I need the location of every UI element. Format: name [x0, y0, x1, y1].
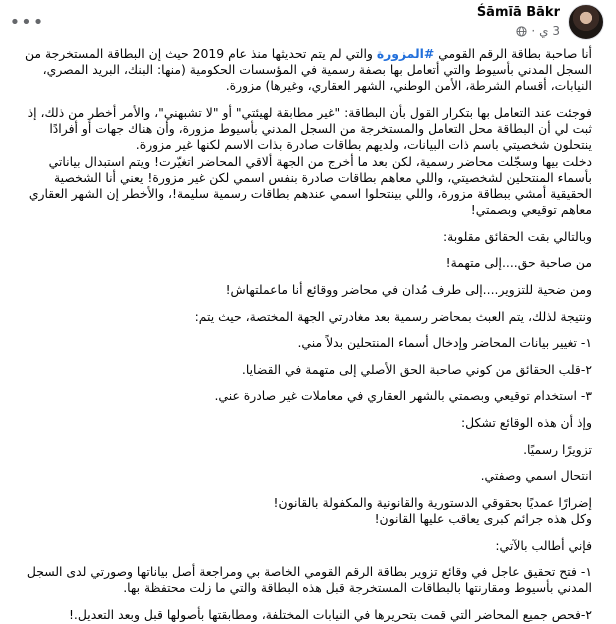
paragraph-text: أنا صاحبة بطاقة الرقم القومي — [434, 46, 592, 61]
hashtag-link[interactable]: #المزورة — [376, 46, 435, 61]
post-paragraph: تزويرًا رسميًا. — [523, 441, 592, 457]
avatar[interactable] — [568, 4, 604, 40]
post-header — [0, 0, 616, 44]
post-paragraph: ١- فتح تحقيق عاجل في وقائع تزوير بطاقة الرقم القومي الخاصة بي ومراجعة أصل بياناتها وصورتي لدى السجل المدني بأسيوط ومقارنتها بالبطاقات المستخرجة قبل هذه البطاقة والتي ما زلت محتفظة بها. — [26, 564, 592, 596]
post-paragraph: ٢-فحص جميع المحاضر التي قمت بتحريرها في النيابات المختلفة، ومطابقتها بأصولها قبل وبعد التعديل.! — [68, 606, 592, 622]
post-paragraph: وبالتالي بقت الحقائق مقلوبة: — [442, 228, 592, 244]
post-paragraph — [18, 46, 592, 95]
post-paragraph: فإني أطالب بالآتي: — [495, 537, 592, 553]
globe-icon — [516, 26, 527, 37]
post-paragraph: دخلت بيها وسجّلت محاضر رسمية، لكن بعد ما أخرج من الجهة ألاقي المحاضر اتغيّرت! ويتم استبدال بياناتي بأسماء المنتحلين لشخصيتي، واللي معاهم بطاقات صادرة بنفس اسمي لكن غير مزورة! يعني أنا الشخصية الحقيقية أمشي ببطاقة مزورة، واللي بينتحلوا اسمي عندهم بطاقات رسمية سليمة!، والأخطر إن الشهر العقاري معاهم توقيعي وبصمتي! — [28, 153, 592, 218]
more-horizontal-icon: ••• — [9, 11, 45, 33]
post-paragraph: إضرارًا عمديًا بحقوقي الدستورية والقانونية والمكفولة بالقانون! — [273, 494, 592, 510]
post-paragraph: ١- تغيير بيانات المحاضر وإدخال أسماء المنتحلين بدلاً مني. — [297, 335, 592, 351]
post-paragraph: ٣- استخدام توقيعي وبصمتي بالشهر العقاري في معاملات غير صادرة عني. — [214, 388, 592, 404]
paragraph-text: والتي لم يتم تحديثها منذ عام 2019 حيث إن البطاقة المستخرجة من السجل المدني بأسيوط والتي أتعامل بها بصفة رسمية في المؤسسات الحكومية (منها: البنك، البريد المصري، النيابات، أقسام الشرطة، الأمن الوطني، الشهر العقاري، وغيرها) مزورة. — [24, 46, 592, 94]
post-paragraph: ومن ضحية للتزوير....إلى طرف مُدان في محاضر ووقائع أنا ماعملتهاش! — [225, 282, 592, 297]
post-body — [0, 46, 616, 624]
post-paragraph: ونتيجة لذلك، يتم العبث بمحاضر رسمية بعد مغادرتي الجهة المختصة، حيث يتم: — [194, 308, 592, 324]
post-paragraph: انتحال اسمي وصفتي. — [480, 468, 592, 484]
more-options-button[interactable] — [10, 8, 44, 36]
post-paragraph: من صاحبة حق....إلى متهمة! — [445, 255, 592, 271]
meta-separator: · — [531, 24, 536, 38]
author-name[interactable]: Śāmīā Bākr — [476, 5, 560, 20]
post-paragraph: فوجئت عند التعامل بها بتكرار القول بأن البطاقة: "غير مطابقة لهيئتي" أو "لا تشبهني"، والأمر أخطر من ذلك، إذ ثبت لي أن البطاقة محل التعامل والمستخرجة من السجل المدني بأسيوط مزورة، وأن هناك جهات أو أفرادًا ينتحلون شخصيتي باسم ذات البيانات، ولديهم بطاقات صادرة بذات الاسم لكنها غير مزورة. — [27, 105, 592, 153]
post-paragraph: ٢-قلب الحقائق من كوني صاحبة الحق الأصلي إلى متهمة في القضايا. — [241, 361, 592, 377]
post-time[interactable]: 3 ي — [539, 24, 560, 38]
post-paragraph: وإذ أن هذه الوقائع تشكل: — [460, 414, 592, 430]
post-meta — [516, 24, 560, 38]
post-paragraph: وكل هذه جرائم كبرى يعاقب عليها القانون! — [374, 510, 592, 526]
